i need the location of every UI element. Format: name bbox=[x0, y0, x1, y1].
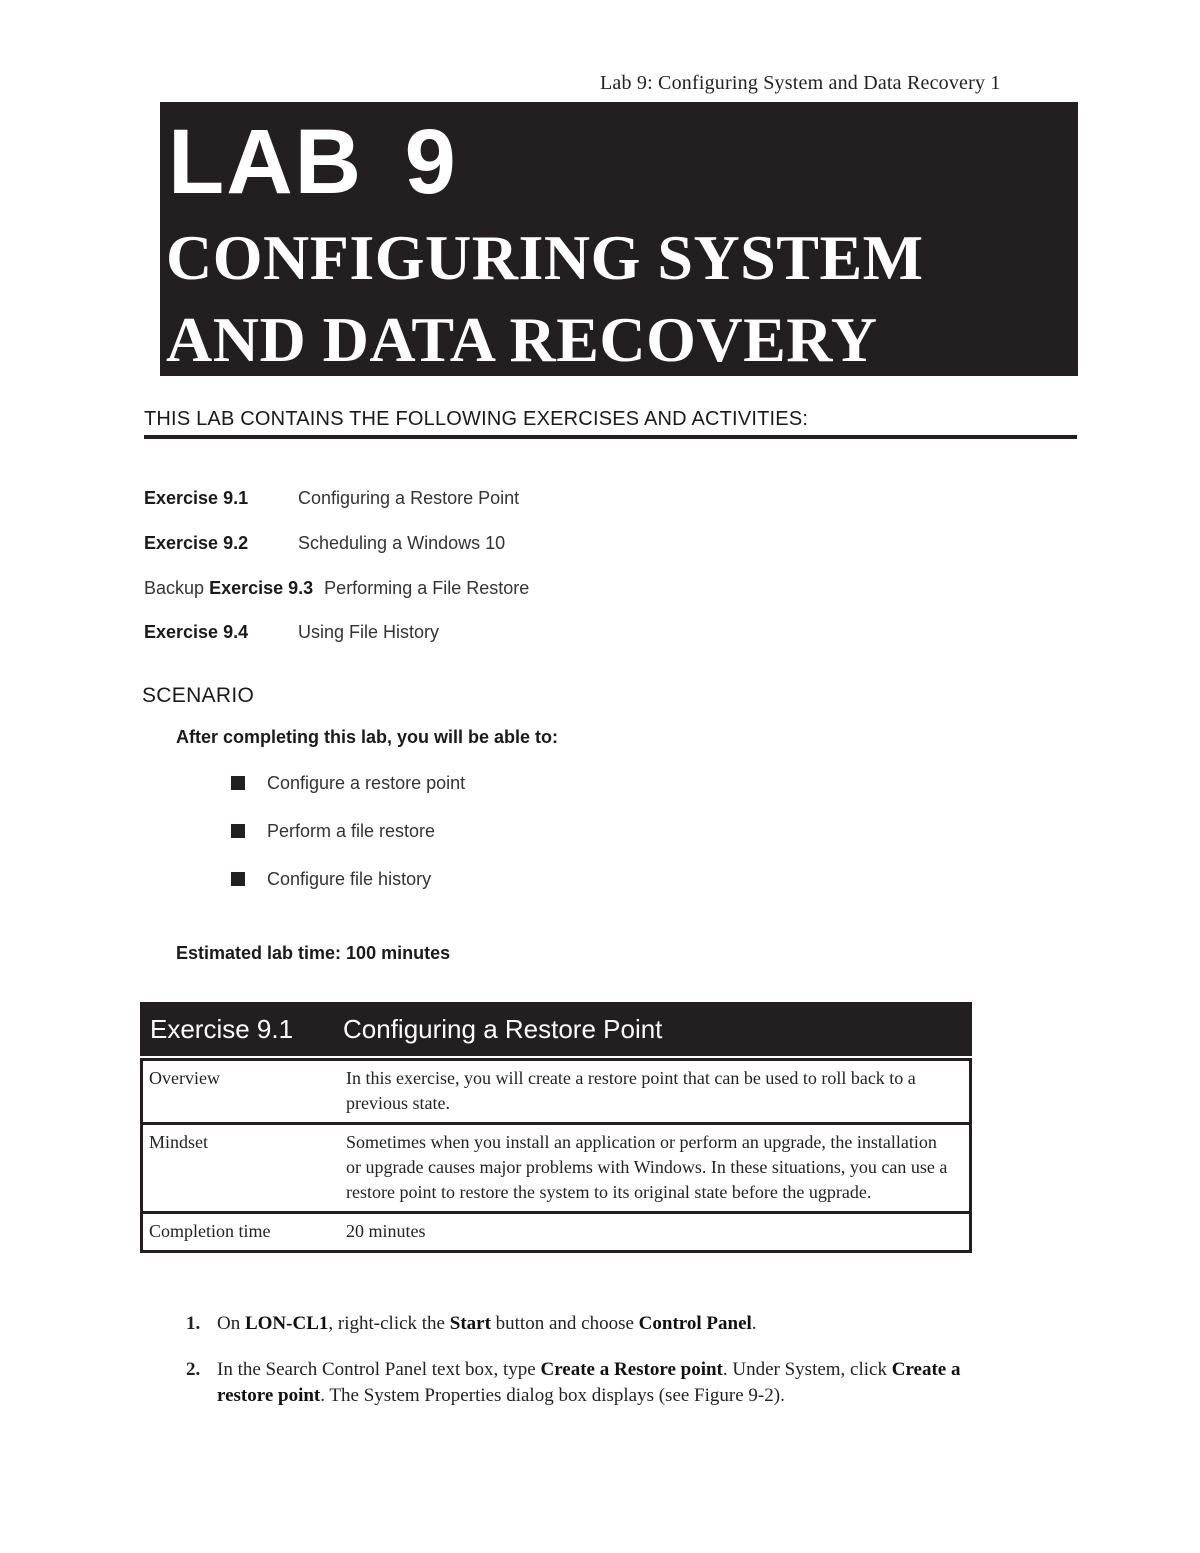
exercise-label: Exercise 9.2 bbox=[144, 533, 249, 553]
exercise-label: Exercise 9.1 bbox=[144, 488, 249, 508]
step-number: 1. bbox=[186, 1313, 201, 1334]
row-label: Overview bbox=[149, 1068, 220, 1088]
chapter-title-line-1: CONFIGURING SYSTEM bbox=[166, 222, 924, 293]
table-row bbox=[140, 1214, 972, 1253]
exercise-table-number: Exercise 9.1 bbox=[150, 1014, 294, 1044]
row-label: Mindset bbox=[149, 1132, 209, 1152]
row-value: 20 minutes bbox=[346, 1221, 426, 1241]
objective-item bbox=[231, 869, 431, 890]
chapter-title-banner bbox=[160, 102, 1078, 376]
objectives-lead: After completing this lab, you will be able to: bbox=[176, 727, 559, 747]
instruction-step bbox=[186, 1357, 1006, 1409]
bullet-square-icon bbox=[231, 872, 245, 886]
step-text: On LON-CL1, right-click the Start button and choose Control Panel. bbox=[217, 1313, 757, 1334]
chapter-title-line-2: AND DATA RECOVERY bbox=[166, 304, 878, 375]
contents-heading: THIS LAB CONTAINS THE FOLLOWING EXERCISES AND ACTIVITIES: bbox=[144, 408, 809, 430]
scenario-heading: SCENARIO bbox=[142, 684, 255, 707]
objective-item bbox=[231, 821, 435, 842]
step-emphasis: LON-CL1 bbox=[244, 1313, 329, 1334]
exercise-title: Using File History bbox=[298, 622, 440, 642]
exercise-list-item bbox=[144, 578, 529, 599]
table-row bbox=[140, 1125, 972, 1214]
step-emphasis: Control Panel bbox=[638, 1313, 752, 1334]
bullet-square-icon bbox=[231, 776, 245, 790]
exercise-label: Exercise 9.4 bbox=[144, 622, 249, 642]
exercise-prefix: Backup bbox=[144, 578, 205, 598]
exercise-title: Performing a File Restore bbox=[324, 578, 530, 598]
row-value: In this exercise, you will create a restore point that can be used to roll back to a previous state. bbox=[346, 1068, 916, 1113]
contents-divider bbox=[144, 435, 1077, 439]
exercise-title: Scheduling a Windows 10 bbox=[298, 533, 506, 553]
exercise-table-header bbox=[140, 1002, 972, 1056]
exercise-list-item bbox=[144, 622, 440, 643]
exercise-table-title: Configuring a Restore Point bbox=[343, 1014, 663, 1044]
instruction-step bbox=[186, 1311, 1006, 1337]
step-number: 2. bbox=[186, 1359, 201, 1380]
objective-text: Perform a file restore bbox=[267, 821, 436, 841]
objective-item bbox=[231, 773, 465, 794]
bullet-square-icon bbox=[231, 824, 245, 838]
row-value: Sometimes when you install an application or perform an upgrade, the installation or upgrade causes major problems with Windows. In these situations, you can use a restore point to restore the system to its original state before the ugprade. bbox=[346, 1132, 948, 1202]
estimated-lab-time: Estimated lab time: 100 minutes bbox=[176, 943, 451, 963]
exercise-label: Exercise 9.3 bbox=[209, 578, 314, 598]
step-text: In the Search Control Panel text box, type Create a Restore point. Under System, click Create a restore point. The System Properties dialog box displays (see Figure 9-2). bbox=[217, 1359, 961, 1406]
row-label: Completion time bbox=[149, 1221, 271, 1241]
lab-number: LAB 9 bbox=[168, 111, 458, 213]
table-row bbox=[140, 1058, 972, 1125]
exercise-title: Configuring a Restore Point bbox=[298, 488, 520, 508]
exercise-list-item bbox=[144, 488, 520, 509]
objective-text: Configure file history bbox=[267, 869, 432, 889]
step-emphasis: Create a Restore point bbox=[540, 1359, 723, 1380]
exercise-list-item bbox=[144, 533, 506, 554]
objective-text: Configure a restore point bbox=[267, 773, 466, 793]
exercise-summary-table bbox=[140, 1002, 972, 1253]
step-emphasis: Create a restore point bbox=[217, 1359, 961, 1406]
running-header: Lab 9: Configuring System and Data Recovery 1 bbox=[600, 72, 1001, 94]
step-emphasis: Start bbox=[449, 1313, 491, 1334]
